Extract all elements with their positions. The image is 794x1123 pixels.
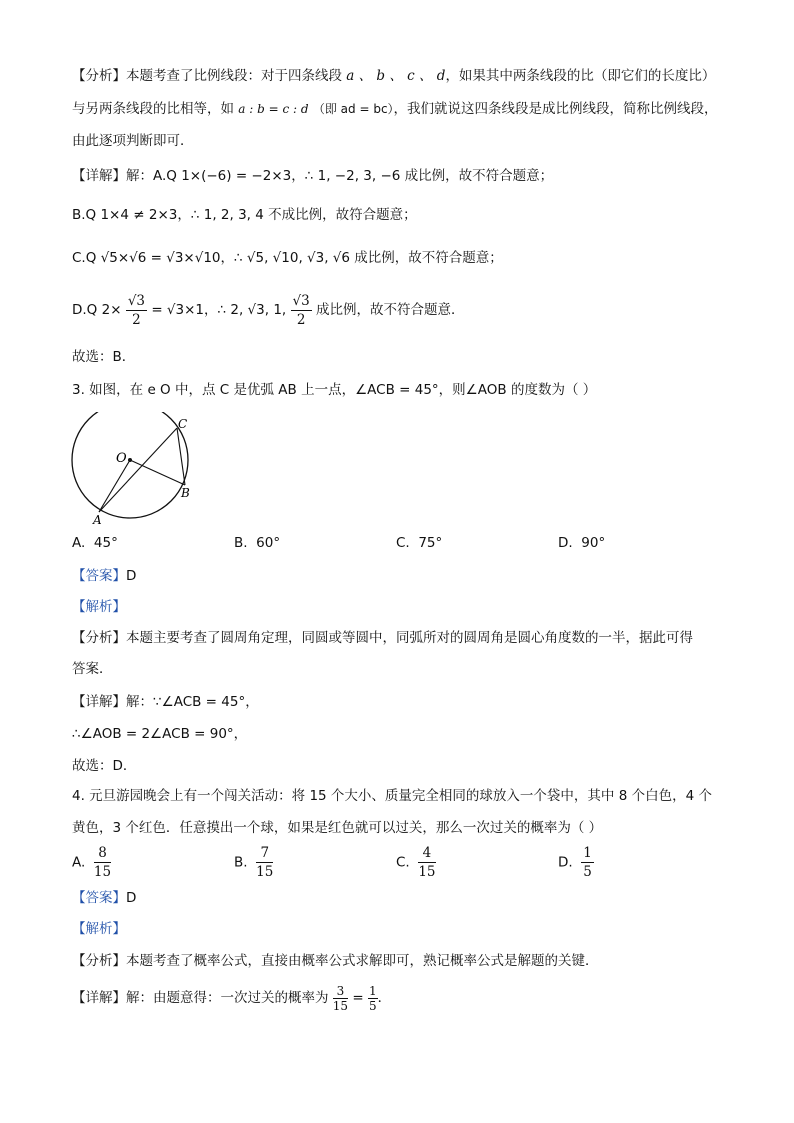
q3-detail2: ∴∠AOB = 2∠ACB = 90°， xyxy=(72,726,248,742)
q2-choice: 故选：B． xyxy=(72,349,136,365)
detail-tag: 【详解】 xyxy=(72,168,126,184)
label-a: A xyxy=(93,513,102,527)
q2-detail-c: C.Q √5×√6 = √3×√10，∴ √5, √10, √3, √6 成比例，故不符合题意； xyxy=(72,250,503,266)
q4-option-b: B. $\frac{7}{15}$ xyxy=(234,845,274,880)
label-c: C xyxy=(178,417,188,431)
q3-option-b: B. 60° xyxy=(234,535,281,551)
segment-cb xyxy=(177,428,185,485)
circle-o xyxy=(72,412,188,518)
q3-answer: 【答案】D xyxy=(72,568,137,584)
q4-answer: 【答案】D xyxy=(72,890,137,906)
q2-analysis-line1: 【分析】本题考查了比例线段：对于四条线段 a 、 b 、 c 、 d，如果其中两条线段的比（即它们的长度比） xyxy=(72,68,716,84)
jiexi-tag: 【解析】 xyxy=(72,599,126,615)
q3-analysis-line1: 【分析】本题主要考查了圆周角定理，同圆或等圆中，同弧所对的圆周角是圆心角度数的一半，据此可得 xyxy=(72,630,693,646)
fraction-sqrt3-over-2-b: $\frac{√3}{2}$ xyxy=(292,292,310,328)
q3-stem: 3. 如图，在 e O 中，点 C 是优弧 AB 上一点，∠ACB = 45°，则∠AOB 的度数为（ ） xyxy=(72,382,597,398)
q4-option-c: C. $\frac{4}{15}$ xyxy=(396,845,436,880)
q3-jiexi xyxy=(72,597,126,617)
center-point xyxy=(128,458,132,462)
analysis-tag: 【分析】 xyxy=(72,68,126,84)
label-o: O xyxy=(116,451,127,466)
q2-detail-b: B.Q 1×4 ≠ 2×3，∴ 1, 2, 3, 4 不成比例，故符合题意； xyxy=(72,207,417,223)
q4-detail: 【详解】解：由题意得：一次过关的概率为 $\frac{3}{15}$ = $\frac{1}{5}$ ． xyxy=(72,983,392,1013)
q3-option-c: C. 75° xyxy=(396,535,443,551)
segment-ao xyxy=(99,460,130,512)
q4-analysis: 【分析】本题考查了概率公式，直接由概率公式求解即可，熟记概率公式是解题的关键． xyxy=(72,953,599,969)
q2-analysis-line3: 由此逐项判断即可． xyxy=(72,133,194,149)
q3-option-d: D. 90° xyxy=(558,535,606,551)
circle-figure xyxy=(66,412,206,530)
q4-option-a: A. $\frac{8}{15}$ xyxy=(72,845,112,880)
label-b: B xyxy=(181,486,190,500)
fraction-sqrt3-over-2: $\frac{√3}{2}$ xyxy=(127,292,146,328)
q2-detail-d: D.Q 2× $\frac{√3}{2}$ = √3×1，∴ 2, √3, 1, $\frac{√3}{2}$ 成比例，故不符合题意． xyxy=(72,292,465,328)
q4-stem-line1: 4. 元旦游园晚会上有一个闯关活动：将 15 个大小、质量完全相同的球放入一个袋中，其中 8 个白色，4 个 xyxy=(72,788,712,804)
q2-analysis-line2: 与另两条线段的比相等，如 a : b = c : d （即 ad = bc），我们就说这四条线段是成比例线段，简称比例线段， xyxy=(72,101,718,117)
q3-detail1: 【详解】解：∵∠ACB = 45°， xyxy=(72,694,259,710)
segment-ob xyxy=(130,460,185,485)
q3-analysis-line2: 答案． xyxy=(72,661,113,677)
q4-option-d: D. $\frac{1}{5}$ xyxy=(558,845,592,880)
answer-tag: 【答案】 xyxy=(72,568,126,584)
q2-detail-a: 【详解】解：A.Q 1×(−6) = −2×3，∴ 1, −2, 3, −6 成比例，故不符合题意； xyxy=(72,168,554,184)
segment-ac xyxy=(99,428,177,512)
q4-jiexi: 【解析】 xyxy=(72,921,126,937)
q4-stem-line2: 黄色，3 个红色．任意摸出一个球，如果是红色就可以过关，那么一次过关的概率为（ ） xyxy=(72,820,603,836)
q3-option-a: A. 45° xyxy=(72,535,118,551)
q3-choice: 故选：D． xyxy=(72,758,137,774)
